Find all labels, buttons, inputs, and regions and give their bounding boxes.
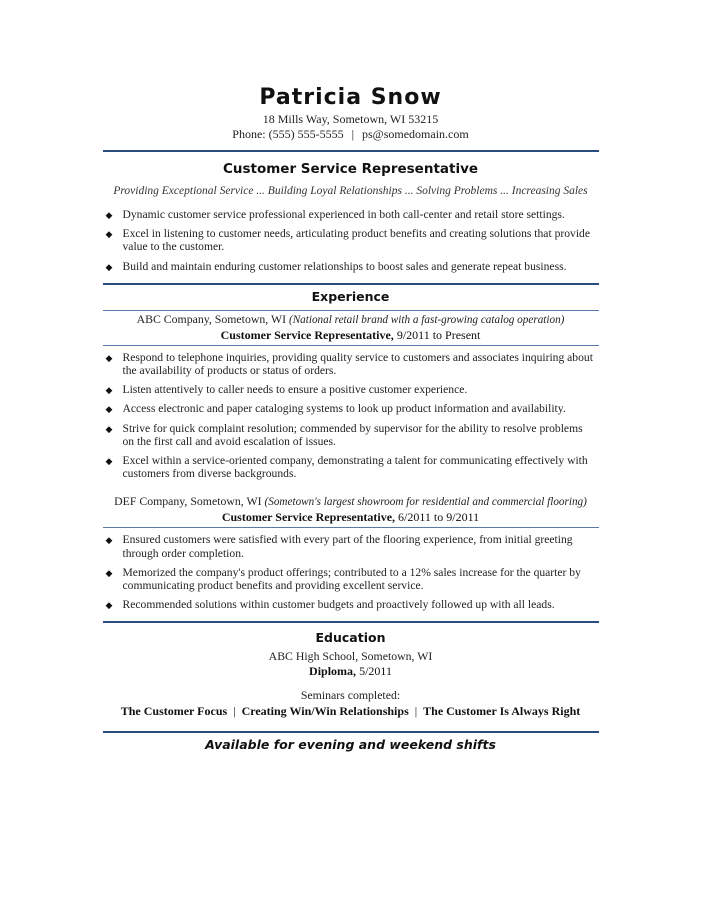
list-item: ◆ Memorized the company's product offerings; contributed to a 12% sales increase for the quarter by communicating product benefits and providing excellent service.	[105, 565, 581, 593]
list-item: ◆ Dynamic customer service professional experienced in both call-center and retail store settings.	[105, 208, 565, 221]
education-divider	[103, 621, 599, 623]
address-line: 18 Mills Way, Sometown, WI 53215	[262, 112, 439, 126]
seminars-label: Seminars completed:	[300, 688, 401, 703]
job-dates: 6/2011 to 9/2011	[398, 510, 480, 525]
diamond-icon: ◆	[105, 352, 113, 363]
job-entry-1	[0, 312, 701, 481]
job-company: ABC Company, Sometown, WI (National retail brand with a fast-growing catalog operation)	[136, 311, 565, 326]
seminar-item: The Customer Focus	[120, 704, 228, 719]
contact-line	[0, 127, 701, 142]
contact-separator: |	[351, 127, 354, 141]
list-item: ◆ Ensured customers were satisfied with every part of the flooring experience, from initial greeting through order completion.	[105, 533, 573, 560]
list-item: ◆ Strive for quick complaint resolution; commended by supervisor for the ability to resolve problems on the first call and avoid escalation of issues.	[105, 421, 583, 448]
header-divider	[103, 150, 599, 152]
experience-divider	[103, 283, 599, 285]
list-item: ◆ Excel in listening to customer needs, articulating product benefits and creating solutions that provide value to the customer.	[105, 227, 590, 254]
seminars-list	[0, 703, 701, 719]
school-name: ABC High School, Sometown, WI	[268, 649, 433, 664]
experience-subdivider	[103, 310, 599, 311]
list-item: ◆ Build and maintain enduring customer relationships to boost sales and generate repeat business.	[105, 259, 567, 273]
education-title: Education	[315, 630, 386, 646]
diamond-icon: ◆	[105, 404, 113, 415]
seminar-separator: |	[233, 704, 236, 719]
seminar-item: Creating Win/Win Relationships	[241, 704, 409, 719]
diploma-line: Diploma, 5/2011	[309, 664, 392, 679]
job-divider	[103, 527, 599, 528]
list-item: ◆ Listen attentively to caller needs to ensure a positive customer experience.	[105, 383, 468, 397]
footer-divider	[103, 731, 599, 733]
list-item: ◆ Respond to telephone inquiries, providing quality service to customers and associates inquiring about the availability of products or status of orders.	[105, 350, 593, 378]
seminar-separator: |	[414, 704, 418, 719]
list-item: ◆ Excel within a service-oriented company, demonstrating a talent for communicating effectively with customers from diverse backgrounds.	[105, 454, 588, 481]
phone-text: Phone: (555) 555-5555	[232, 127, 344, 141]
candidate-name: Patricia Snow	[259, 85, 442, 110]
summary-tagline: Providing Exceptional Service ... Building Loyal Relationships ... Solving Problems ... Increasing Sales	[113, 185, 588, 197]
diamond-icon: ◆	[105, 423, 113, 434]
summary-title: Customer Service Representative	[222, 161, 479, 177]
job-bullet-list	[105, 351, 597, 481]
list-item: ◆ Access electronic and paper cataloging systems to look up product information and availability.	[105, 402, 566, 416]
diamond-icon: ◆	[105, 229, 113, 240]
diamond-icon: ◆	[105, 385, 113, 396]
diamond-icon: ◆	[105, 456, 113, 467]
job-company-note: (National retail brand with a fast-growing catalog operation)	[288, 313, 565, 326]
diamond-icon: ◆	[105, 261, 113, 272]
job-dates: 9/2011 to Present	[396, 327, 481, 342]
job-company-note: (Sometown's largest showroom for residential and commercial flooring)	[264, 496, 587, 509]
job-title: Customer Service Representative, 6/2011 to 9/2011	[221, 510, 480, 525]
diamond-icon: ◆	[105, 600, 113, 611]
job-company: DEF Company, Sometown, WI (Sometown's largest showroom for residential and commercial flooring)	[114, 494, 587, 509]
diamond-icon: ◆	[105, 535, 113, 546]
diamond-icon: ◆	[105, 210, 113, 220]
experience-title: Experience	[311, 288, 390, 304]
diploma-date: 5/2011	[359, 664, 392, 679]
email-text: ps@somedomain.com	[362, 127, 469, 141]
job-divider	[103, 345, 599, 346]
job-title: Customer Service Representative, 9/2011 to Present	[220, 327, 481, 342]
summary-bullet-list	[105, 208, 597, 273]
job-entry-2	[0, 494, 701, 611]
diamond-icon: ◆	[105, 567, 113, 578]
availability-note: Available for evening and weekend shifts	[205, 737, 496, 753]
resume-header	[0, 84, 701, 142]
job-bullet-list	[105, 533, 597, 611]
seminar-item: The Customer Is Always Right	[423, 704, 581, 719]
list-item: ◆ Recommended solutions within customer budgets and proactively followed up with all leads.	[105, 598, 555, 612]
